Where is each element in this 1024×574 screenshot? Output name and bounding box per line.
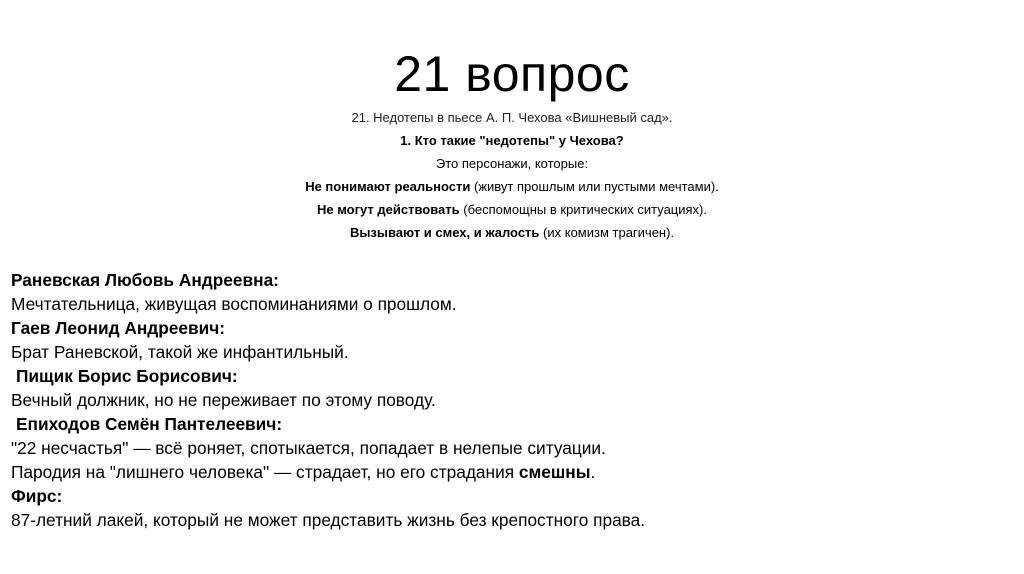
question-heading: 1. Кто такие "недотепы" у Чехова? <box>400 133 624 148</box>
description-end: . <box>590 462 596 482</box>
slide-subtitle: 21. Недотепы в пьесе А. П. Чехова «Вишневый сад». <box>351 110 673 125</box>
character-description: Мечтательница, живущая воспоминаниями о прошлом. <box>11 294 457 314</box>
trait-item <box>0 198 1024 221</box>
intro-block <box>0 106 1024 244</box>
slide-title: 21 вопрос <box>394 46 630 102</box>
trait-rest: (их комизм трагичен). <box>539 225 675 240</box>
trait-rest: (живут прошлым или пустыми мечтами). <box>470 179 719 194</box>
character-description: Вечный должник, но не переживает по этому поводу. <box>11 390 436 410</box>
trait-bold: Вызывают и смех, и жалость <box>349 225 540 240</box>
character-description: Брат Раневской, такой же инфантильный. <box>11 342 349 362</box>
character-description: "22 несчастья" — всё роняет, спотыкается, попадает в нелепые ситуации. <box>11 438 606 458</box>
characters-list <box>11 268 1001 532</box>
trait-bold: Не понимают реальности <box>305 179 471 194</box>
character-description-extra <box>11 460 1001 484</box>
lead-in-text: Это персонажи, которые: <box>435 156 589 171</box>
character-name: Епиходов Семён Пантелеевич: <box>16 414 283 434</box>
character-name: Пищик Борис Борисович: <box>16 366 238 386</box>
character-name: Фирс: <box>11 486 63 506</box>
trait-item <box>0 175 1024 198</box>
trait-bold: Не могут действовать <box>317 202 460 217</box>
description-emphasis: смешны <box>518 462 591 482</box>
description-text: Пародия на "лишнего человека" — страдает, но его страдания <box>11 462 519 482</box>
character-name: Раневская Любовь Андреевна: <box>11 270 279 290</box>
trait-rest: (беспомощны в критических ситуациях). <box>459 202 707 217</box>
character-name: Гаев Леонид Андреевич: <box>11 318 226 338</box>
character-description: 87-летний лакей, который не может представить жизнь без крепостного права. <box>11 510 646 530</box>
trait-item <box>0 221 1024 244</box>
